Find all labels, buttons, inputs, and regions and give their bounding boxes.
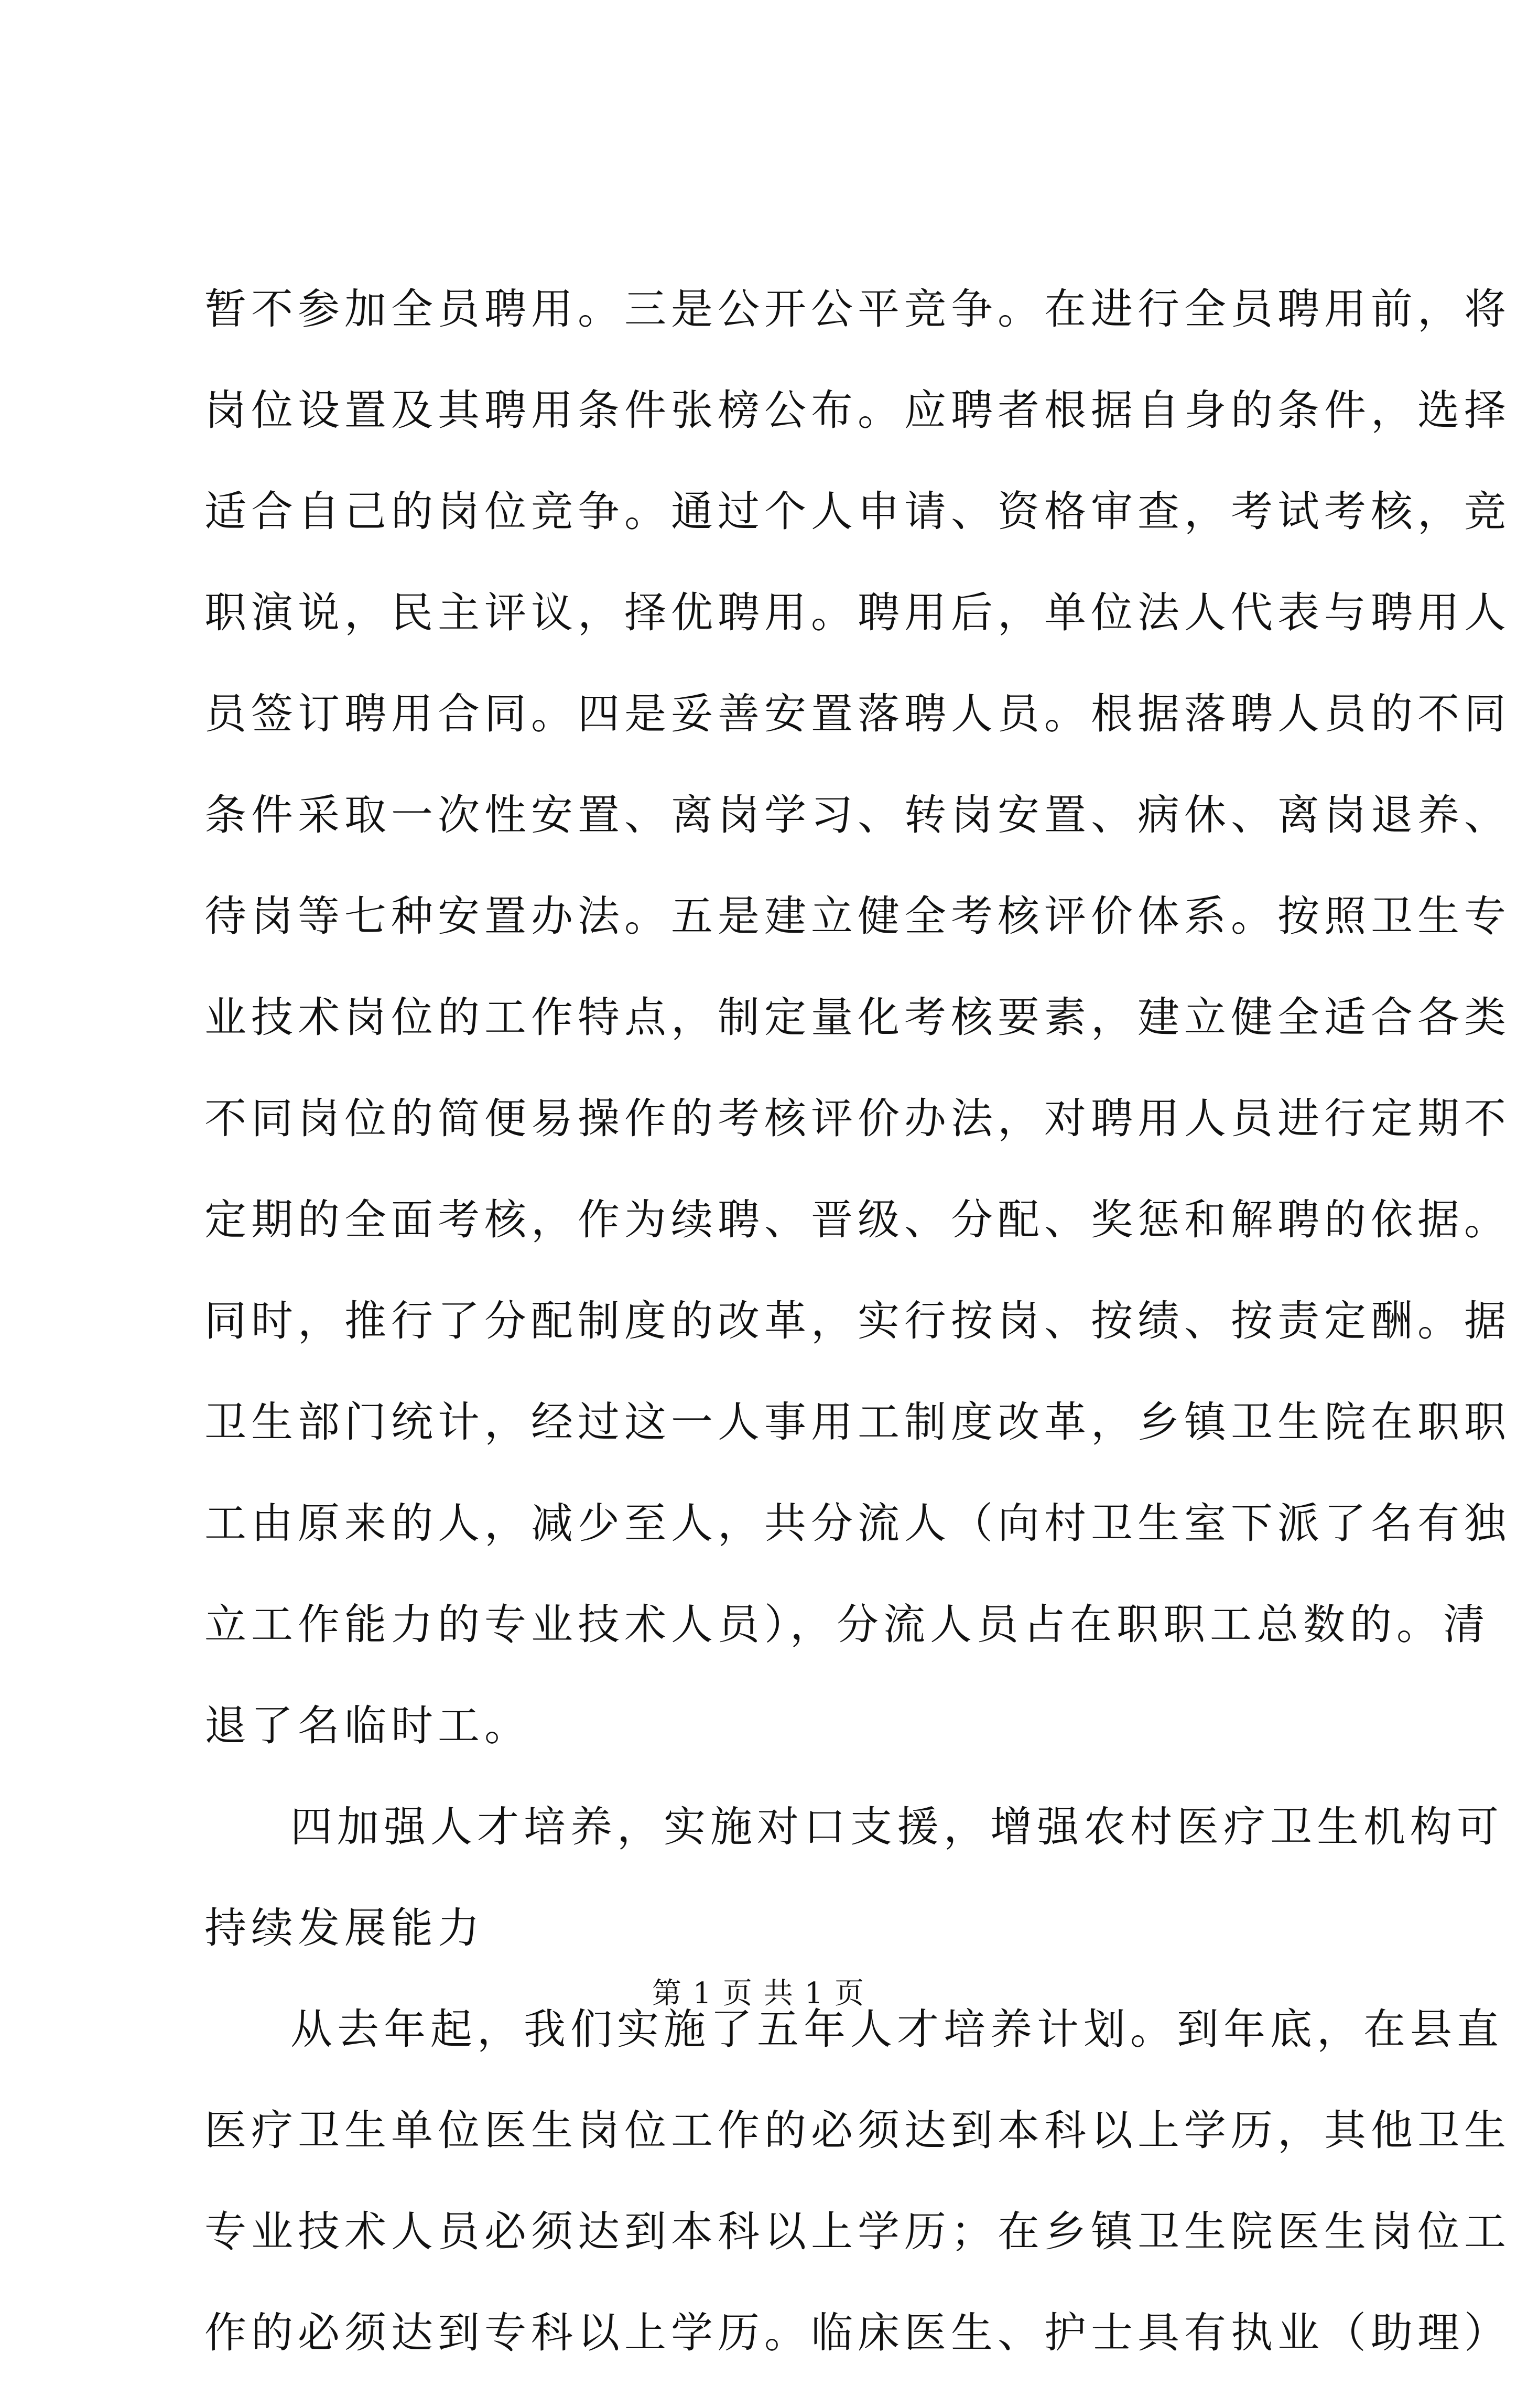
text-line: 卫生部门统计，经过这一人事用工制度改革，乡镇卫生院在职职 [204, 1398, 1511, 1446]
text-line: 业技术岗位的工作特点，制定量化考核要素，建立健全适合各类 [204, 993, 1511, 1042]
text-line: 定期的全面考核，作为续聘、晋级、分配、奖惩和解聘的依据。 [204, 1195, 1511, 1244]
text-line: 立工作能力的专业技术人员），分流人员占在职职工总数的。清 [204, 1600, 1490, 1649]
body-text [204, 283, 1511, 2408]
text-line: 员签订聘用合同。四是妥善安置落聘人员。根据落聘人员的不同 [204, 689, 1511, 738]
paragraph-first-line: 从去年起，我们实施了五年人才培养计划。到年底，在县直 [290, 2005, 1503, 2054]
text-line: 适合自己的岗位竞争。通过个人申请、资格审查，考试考核，竞 [204, 487, 1511, 536]
section-heading-last-line: 持续发展能力 [204, 1904, 484, 1952]
section-heading-line: 四加强人才培养，实施对口支援，增强农村医疗卫生机构可 [290, 1802, 1503, 1851]
text-line: 医疗卫生单位医生岗位工作的必须达到本科以上学历，其他卫生 [204, 2106, 1511, 2155]
text-line: 工由原来的人，减少至人，共分流人（向村卫生室下派了名有独 [204, 1499, 1511, 1548]
paragraph-last-line: 退了名临时工。 [204, 1701, 531, 1750]
page-footer: 第 1 页 共 1 页 [652, 1977, 865, 2011]
text-line: 暂不参加全员聘用。三是公开公平竞争。在进行全员聘用前，将 [204, 285, 1511, 333]
text-line: 作的必须达到专科以上学历。临床医生、护士具有执业（助理） [204, 2308, 1511, 2357]
text-line: 不同岗位的简便易操作的考核评价办法，对聘用人员进行定期不 [204, 1094, 1511, 1143]
text-line: 职演说，民主评议，择优聘用。聘用后，单位法人代表与聘用人 [204, 588, 1511, 637]
text-line: 岗位设置及其聘用条件张榜公布。应聘者根据自身的条件，选择 [204, 386, 1511, 435]
text-line: 待岗等七种安置办法。五是建立健全考核评价体系。按照卫生专 [204, 892, 1511, 941]
text-line: 条件采取一次性安置、离岗学习、转岗安置、病休、离岗退养、 [204, 791, 1511, 839]
text-line: 同时，推行了分配制度的改革，实行按岗、按绩、按责定酬。据 [204, 1297, 1511, 1345]
text-line: 专业技术人员必须达到本科以上学历；在乡镇卫生院医生岗位工 [204, 2207, 1511, 2256]
